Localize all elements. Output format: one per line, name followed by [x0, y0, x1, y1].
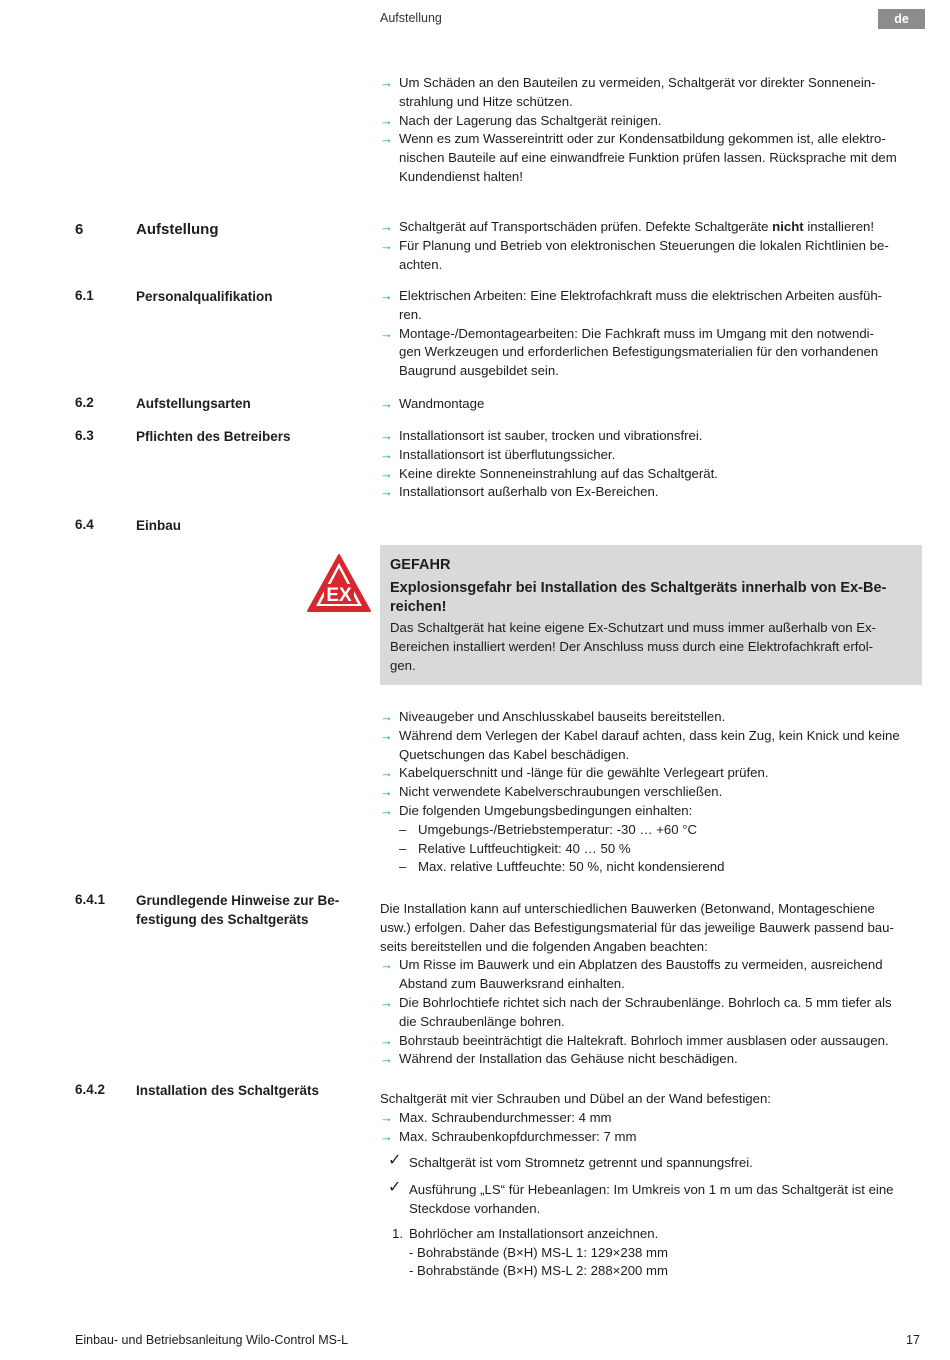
- einbau-list: [380, 708, 922, 877]
- warning-heading: GEFAHR: [390, 557, 451, 573]
- arrow-icon: →: [380, 112, 393, 128]
- arrow-icon: →: [380, 709, 393, 724]
- section-number: 6.4.1: [75, 892, 106, 907]
- section-title: Personalqualifikation: [136, 289, 273, 304]
- step-number: 1.: [392, 1225, 403, 1241]
- arrow-icon: →: [380, 957, 393, 973]
- svg-text:EX: EX: [326, 585, 352, 606]
- list-item: → Um Risse im Bauwerk und ein Abplatzen des Baustoffs zu vermeiden, ausreichend Abstand zum Bauwerksrand einhalten.: [380, 957, 883, 992]
- section-number: 6.4.2: [75, 1082, 106, 1097]
- list-item: → Bohrstaub beeinträchtigt die Haltekraft. Bohrloch immer ausblasen oder aussaugen.: [380, 1032, 922, 1051]
- explosion-hazard-icon: [306, 553, 372, 613]
- language-badge: de: [878, 9, 925, 29]
- section-title: Einbau: [136, 518, 182, 533]
- sub-list-item: – Max. relative Luftfeuchte: 50 %, nicht kondensierend: [380, 858, 922, 877]
- arrow-icon: →: [380, 727, 393, 743]
- list-item: → Während der Installation das Gehäuse nicht beschädigen.: [380, 1050, 922, 1069]
- list-item: → Die Bohrlochtiefe richtet sich nach der Schraubenlänge. Bohrloch ca. 5 mm tiefer als die Schraubenlänge bohren.: [380, 994, 892, 1029]
- section-title: Grundlegende Hinweise zur Be- festigung des Schaltgeräts: [136, 893, 340, 927]
- arrow-icon: →: [380, 1128, 393, 1144]
- arrow-icon: →: [380, 219, 393, 234]
- section-number: 6.4: [75, 517, 94, 532]
- section-number: 6.3: [75, 428, 94, 443]
- arrow-icon: →: [380, 465, 393, 481]
- arrow-icon: →: [380, 237, 393, 253]
- list-item: → Niveaugeber und Anschlusskabel bauseits bereitstellen.: [380, 708, 922, 727]
- arrow-icon: →: [380, 131, 393, 147]
- section-number: 6.2: [75, 395, 94, 410]
- list-item: → Max. Schraubendurchmesser: 4 mm: [380, 1109, 922, 1128]
- danger-warning-box: [380, 545, 922, 685]
- list-item: → Schaltgerät auf Transportschäden prüfen. Defekte Schaltgeräte nicht installieren!: [380, 218, 922, 237]
- arrow-icon: →: [380, 765, 393, 781]
- list-item: → Installationsort außerhalb von Ex-Bereichen.: [380, 483, 922, 502]
- dash-icon: –: [399, 840, 407, 856]
- header-title: Aufstellung: [380, 11, 442, 25]
- arrow-icon: →: [380, 396, 393, 411]
- arrow-icon: →: [380, 75, 393, 90]
- section-number: 6: [75, 221, 84, 238]
- list-item: → Kabelquerschnitt und -länge für die gewählte Verlegeart prüfen.: [380, 764, 922, 783]
- list-item: → Nach der Lagerung das Schaltgerät reinigen.: [380, 112, 922, 131]
- list-item: → Für Planung und Betrieb von elektronischen Steuerungen die lokalen Richtlinien be- achten.: [380, 237, 889, 272]
- section-6-1-list: [380, 287, 922, 381]
- intro-list: [380, 74, 922, 187]
- list-item: → Wandmontage: [380, 395, 922, 414]
- step-item: 1. Bohrlöcher am Installationsort anzeichnen. - Bohrabstände (B×H) MS-L 1: 129×238 mm - Bohrabstände (B×H) MS-L 2: 288×200 mm: [392, 1225, 668, 1279]
- prerequisite-item: ✓ Ausführung „LS“ für Hebeanlagen: Im Umkreis von 1 m um das Schaltgerät ist eine Steckdose vorhanden.: [388, 1179, 894, 1216]
- section-title: Aufstellungsarten: [136, 396, 251, 411]
- arrow-icon: →: [380, 994, 393, 1010]
- section-6-2-list: [380, 395, 922, 414]
- list-item: → Montage-/Demontagearbeiten: Die Fachkraft muss im Umgang mit den notwendi- gen Werkzeugen und erforderlichen Befestigungsmaterialien für den vorhandenen Baugrund ausgebildet sein.: [380, 325, 879, 379]
- arrow-icon: →: [380, 325, 393, 341]
- footer-document-title: Einbau- und Betriebsanleitung Wilo-Control MS-L: [75, 1333, 349, 1347]
- list-item: → Elektrischen Arbeiten: Eine Elektrofachkraft muss die elektrischen Arbeiten ausfüh- ren.: [380, 288, 883, 322]
- section-6-4-1-body: Die Installation kann auf unterschiedlichen Bauwerken (Betonwand, Montageschiene usw.) erfolgen. Daher das Befestigungsmaterial für das jeweilige Bauwerk passend bau- seits bereitstellen und die folgenden Angaben beachten: → Um Risse im Bauwerk und ein Abplatzen des Baustoffs zu vermeiden, ausreichend Abstand zum Bauwerksrand einhalten. → Die Bohrlochtiefe richtet sich nach der Schraubenlänge. Bohrloch ca. 5 mm tiefer als die Schraubenlänge bohren. → Bohrstaub beeinträchtigt die Haltekraft. Bohrloch immer ausblasen oder aussaugen. → Während der Installation das Gehäuse nicht beschädigen.: [380, 900, 922, 1069]
- list-item: → Nicht verwendete Kabelverschraubungen verschließen.: [380, 783, 922, 802]
- arrow-icon: →: [380, 428, 393, 443]
- list-item: → Installationsort ist überflutungssicher.: [380, 446, 922, 465]
- checkmark-icon: ✓: [388, 1179, 402, 1197]
- arrow-icon: →: [380, 1109, 393, 1125]
- section-6-4-2-body: Schaltgerät mit vier Schrauben und Dübel an der Wand befestigen: → Max. Schraubendurchmesser: 4 mm → Max. Schraubenkopfdurchmesser: 7 mm ✓ Schaltgerät ist vom Stromnetz getrennt und spannungsfrei. ✓ Ausführung „LS“ für Hebeanlagen: Im Umkreis von 1 m um das Schaltgerät ist eine Steckdose vorhanden. 1. Bohrlöcher am Installationsort anzeichnen. - Bohrabstände (B×H) MS-L 1: 129×238 mm - Bohrabstände (B×H) MS-L 2: 288×200 mm: [380, 1090, 922, 1281]
- sub-list-item: – Umgebungs-/Betriebstemperatur: -30 … +60 °C: [380, 821, 922, 840]
- list-item: → Keine direkte Sonneneinstrahlung auf das Schaltgerät.: [380, 465, 922, 484]
- arrow-icon: →: [380, 784, 393, 800]
- list-item: → Um Schäden an den Bauteilen zu vermeiden, Schaltgerät vor direkter Sonnenein- strahlung und Hitze schützen.: [380, 75, 876, 109]
- arrow-icon: →: [380, 802, 393, 818]
- sub-list-item: – Relative Luftfeuchtigkeit: 40 … 50 %: [380, 840, 922, 859]
- arrow-icon: →: [380, 1032, 393, 1048]
- section-title: Pflichten des Betreibers: [136, 429, 291, 444]
- section-6-list: [380, 218, 922, 274]
- section-title: Aufstellung: [136, 221, 219, 238]
- list-item: → Wenn es zum Wassereintritt oder zur Kondensatbildung gekommen ist, alle elektro- nischen Bauteile auf eine einwandfreie Funktion prüfen lassen. Rücksprache mit dem Kundendienst halten!: [380, 131, 897, 184]
- arrow-icon: →: [380, 446, 393, 462]
- prerequisite-item: ✓ Schaltgerät ist vom Stromnetz getrennt und spannungsfrei.: [388, 1152, 753, 1171]
- arrow-icon: →: [380, 1051, 393, 1067]
- warning-text: Das Schaltgerät hat keine eigene Ex-Schutzart und muss immer außerhalb von Ex- Bereichen installiert werden! Der Anschluss muss durch eine Elektrofachkraft erfol- gen.: [390, 620, 876, 673]
- arrow-icon: →: [380, 484, 393, 500]
- warning-title: Explosionsgefahr bei Installation des Schaltgeräts innerhalb von Ex-Be- reichen!: [390, 580, 887, 615]
- section-title: Installation des Schaltgeräts: [136, 1083, 320, 1098]
- section-6-3-list: [380, 427, 922, 502]
- arrow-icon: →: [380, 288, 393, 303]
- dash-icon: –: [399, 821, 407, 837]
- section-number: 6.1: [75, 288, 94, 303]
- dash-icon: –: [399, 859, 407, 875]
- list-item: → Max. Schraubenkopfdurchmesser: 7 mm: [380, 1128, 922, 1147]
- page-number: 17: [906, 1333, 920, 1347]
- list-item: → Installationsort ist sauber, trocken und vibrationsfrei.: [380, 427, 922, 446]
- list-item: → Die folgenden Umgebungsbedingungen einhalten:: [380, 802, 922, 821]
- list-item: → Während dem Verlegen der Kabel darauf achten, dass kein Zug, kein Knick und keine Quetschungen das Kabel beschädigen.: [380, 727, 900, 762]
- checkmark-icon: ✓: [388, 1152, 402, 1170]
